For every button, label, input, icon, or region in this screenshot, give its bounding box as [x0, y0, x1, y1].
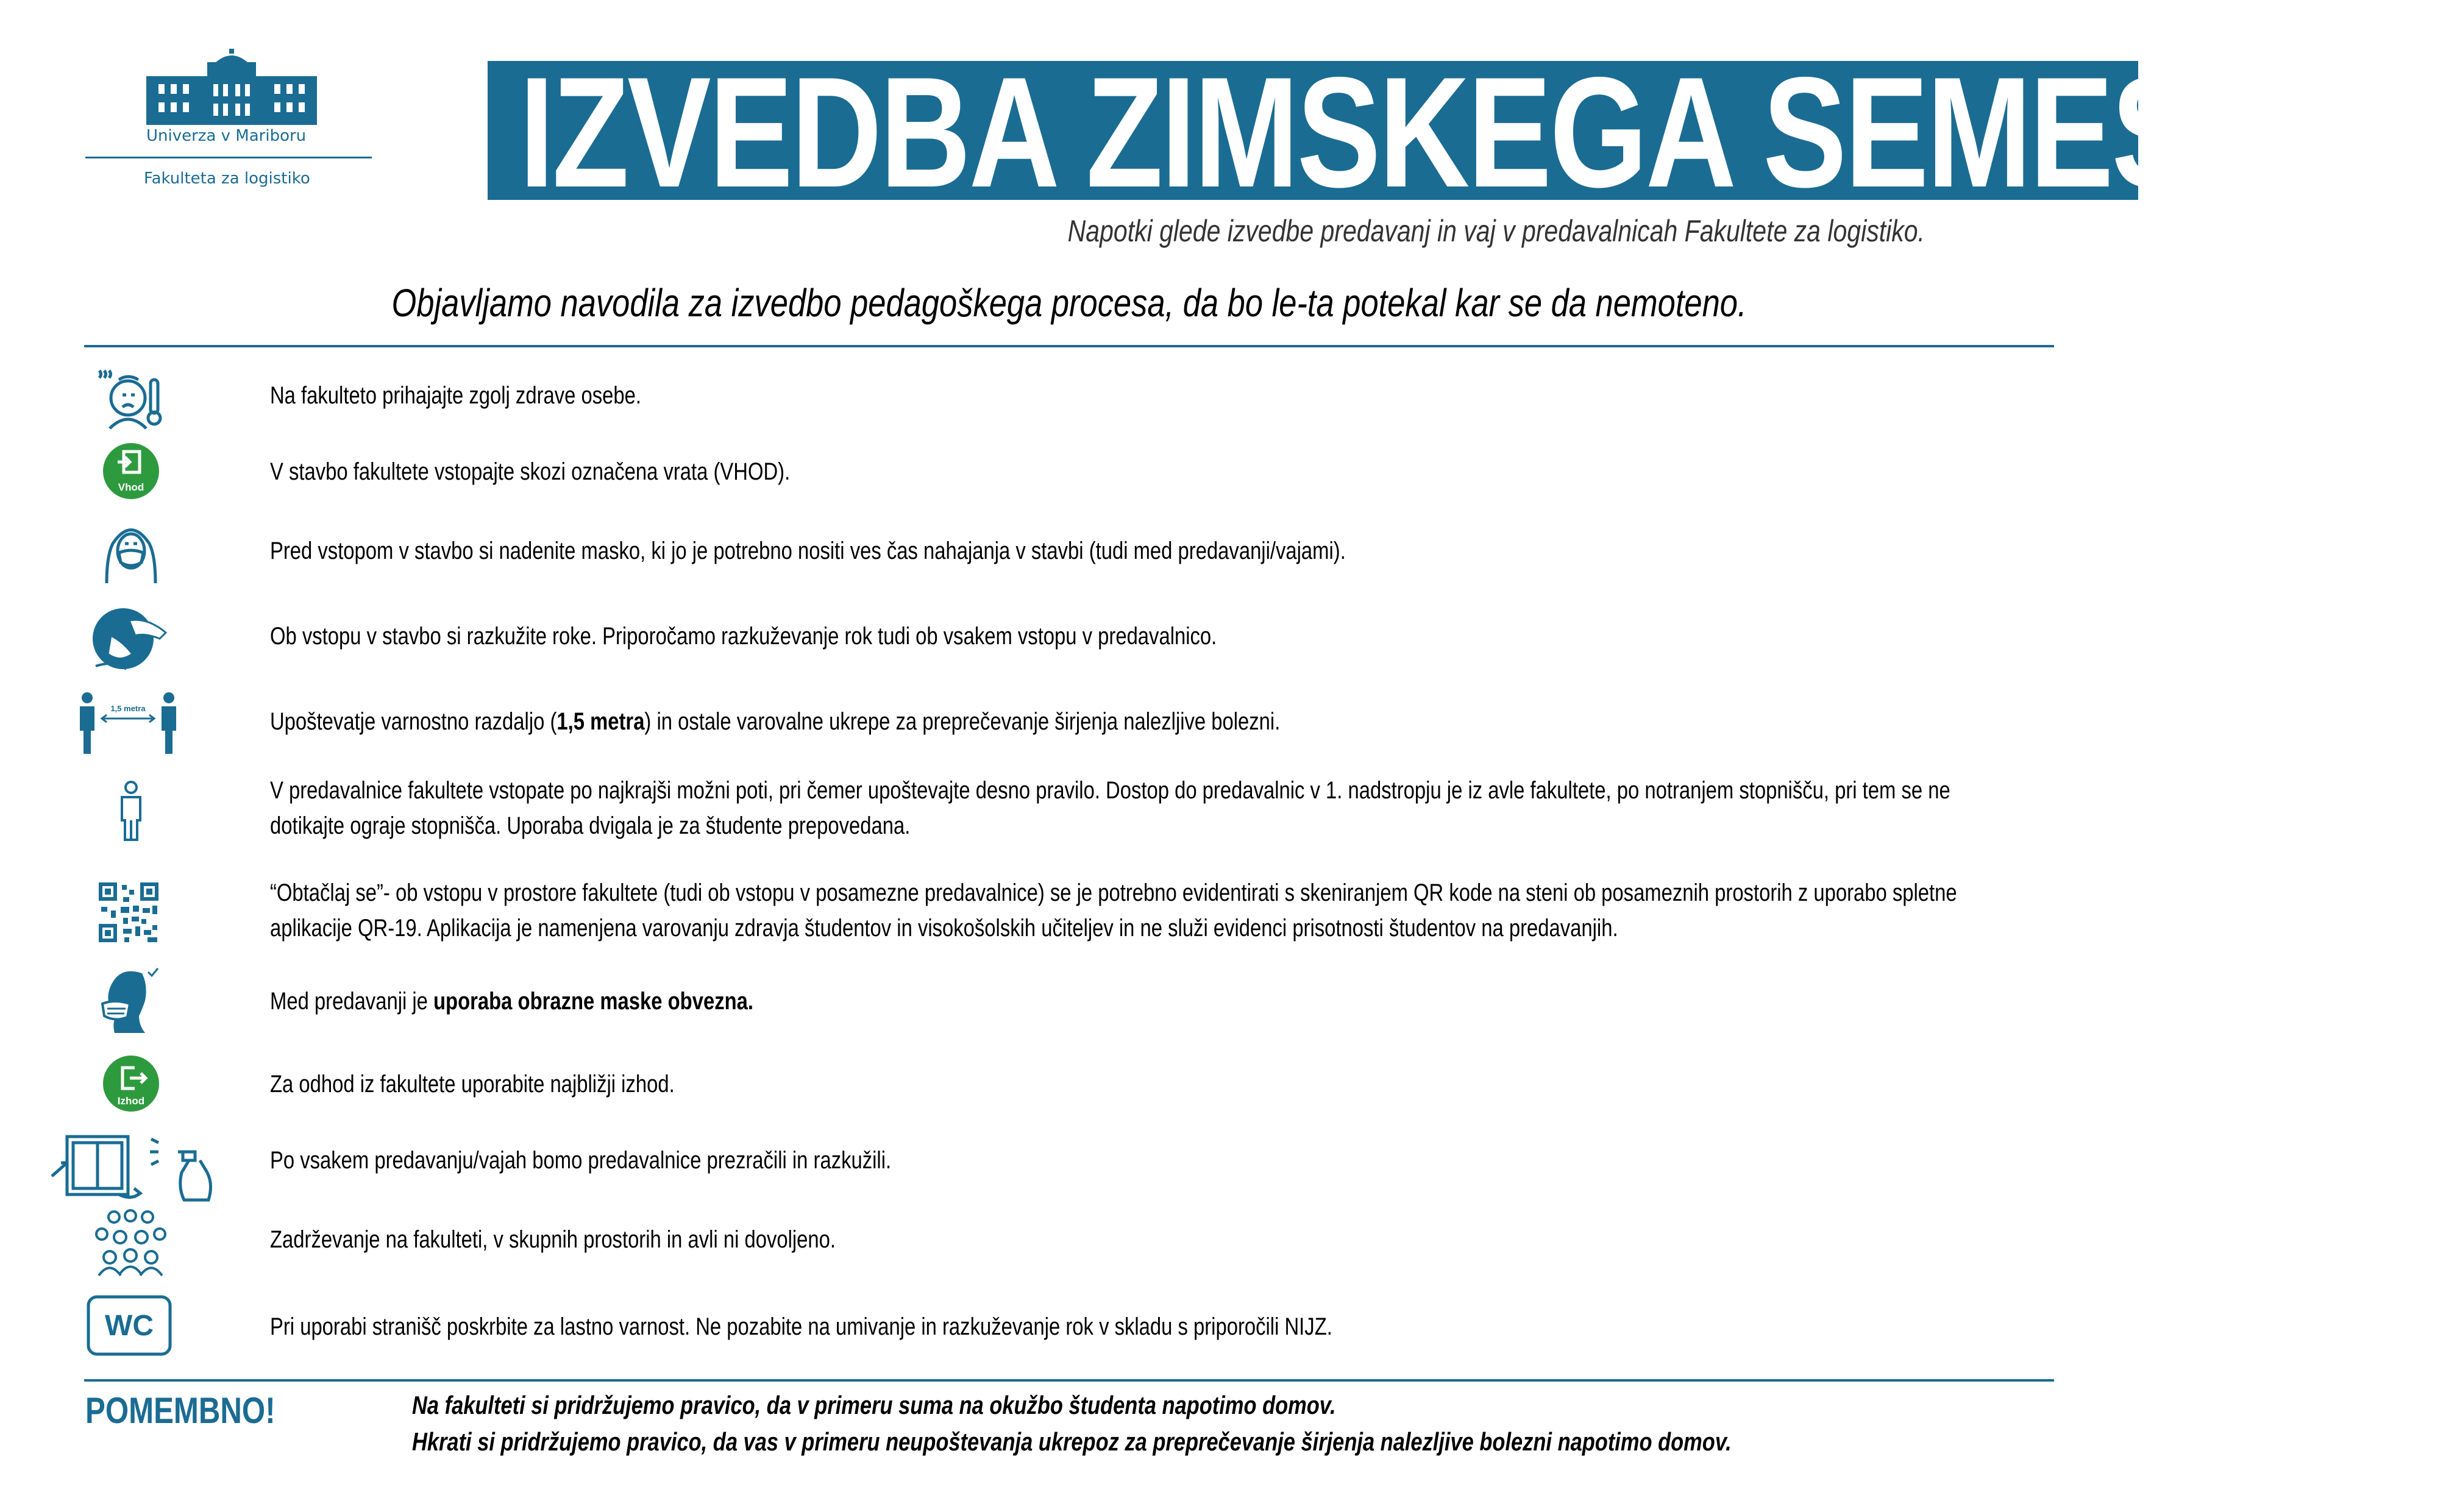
important-note-line1: Na fakulteti si pridržujemo pravico, da v primeru suma na okužbo študenta napotimo domov. — [412, 1391, 1336, 1419]
title-banner — [488, 44, 2446, 220]
rule-text: Pri uporabi stranišč poskrbite za lastno varnost. Ne pozabite na umivanje in razkuževanje rok v skladu s priporočili NIJZ. — [270, 1313, 1332, 1340]
rule-text: Na fakulteto prihajajte zgolj zdrave osebe. — [270, 382, 641, 409]
important-note-line2: Hkrati si pridržujemo pravico, da vas v primeru neupoštevanja ukrepoz za preprečevanje širjenja nalezljive bolezni napotimo domov. — [412, 1427, 1732, 1456]
entrance-label: Vhod — [118, 481, 144, 493]
page-title: IZVEDBA ZIMSKEGA SEMESTRA — [519, 44, 2446, 220]
rule-text: Za odhod iz fakultete uporabite najbližji izhod. — [270, 1071, 675, 1098]
rule-text: Zadrževanje na fakulteti, v skupnih prostorih in avli ni dovoljeno. — [270, 1226, 836, 1253]
distance-emphasis: 1,5 metra — [556, 708, 645, 735]
intro-text: Objavljamo navodila za izvedbo pedagoškega procesa, da bo le-ta potekal kar se da nemoteno. — [391, 281, 1747, 325]
important-label: POMEMBNO! — [85, 1390, 276, 1431]
mask-profile-check-icon — [96, 966, 163, 1036]
faculty-name: Fakulteta za logistiko — [144, 169, 310, 188]
sick-person-thermometer-icon — [94, 364, 168, 431]
logo-divider — [85, 157, 372, 158]
wc-label: WC — [105, 1310, 154, 1342]
page-subtitle: Napotki glede izvedbe predavanj in vaj v predavalnicah Fakultete za logistiko. — [1067, 214, 1925, 248]
university-building-logo — [146, 49, 317, 125]
rule-text: Upoštevatje varnostno razdaljo (1,5 metra) in ostale varovalne ukrepe za preprečevanje širjenja nalezljive bolezni. — [270, 708, 1281, 735]
distance-label: 1,5 metra — [110, 704, 146, 713]
wc-icon — [87, 1295, 172, 1356]
entrance-vhod-icon — [102, 442, 160, 500]
divider-bottom — [84, 1379, 2054, 1382]
hand-disinfection-icon — [93, 605, 172, 672]
university-name: Univerza v Mariboru — [146, 127, 307, 145]
rule-text-line1: V predavalnice fakultete vstopate po najkrajši možni poti, pri čemer upoštevajte desno pravilo. Dostop do predavalnic v 1. nadstropju je iz avle fakultete, po notranjem stopnišču, pri tem se ne — [270, 777, 1950, 804]
rule-text: Med predavanji je uporaba obrazne maske obvezna. — [270, 988, 753, 1015]
rule-text: V stavbo fakultete vstopajte skozi označena vrata (VHOD). — [270, 458, 791, 485]
rule-text-line1: “Obtačlaj se”- ob vstopu v prostore fakultete (tudi ob vstopu v posamezne predavalnice) se je potrebno evidentirati s skeniranjem QR kode na steni ob posameznih prostorih z uporabo spletne — [270, 879, 1957, 906]
mask-emphasis: uporaba obrazne maske obvezna. — [433, 988, 753, 1015]
exit-label: Izhod — [117, 1095, 145, 1107]
rule-text-line2: aplikacije QR-19. Aplikacija je namenjena varovanju zdravja študentov in visokošolskih učiteljev in ne služi evidenci prisotnosti študentov na predavanjih. — [270, 915, 1618, 942]
standing-person-icon — [116, 780, 146, 841]
rule-text: Pred vstopom v stavbo si nadenite masko, ki jo je potrebno nositi ves čas nahajanja v stavbi (tudi med predavanji/vajami). — [270, 538, 1346, 564]
rule-text: Ob vstopu v stavbo si razkužite roke. Priporočamo razkuževanje rok tudi ob vsakem vstopu v predavalnico. — [270, 623, 1217, 650]
crowd-icon — [93, 1210, 169, 1277]
divider-top — [84, 345, 2054, 347]
qr-code-icon — [99, 882, 158, 942]
rule-text: Po vsakem predavanju/vajah bomo predavalnice prezračili in razkužili. — [270, 1147, 892, 1174]
ventilation-disinfection-icon — [49, 1134, 216, 1204]
face-mask-person-icon — [98, 519, 165, 586]
exit-izhod-icon — [102, 1054, 160, 1113]
rule-text-line2: dotikajte ograje stopnišča. Uporaba dvigala je za študente prepovedana. — [270, 812, 911, 839]
social-distance-icon — [76, 692, 180, 756]
